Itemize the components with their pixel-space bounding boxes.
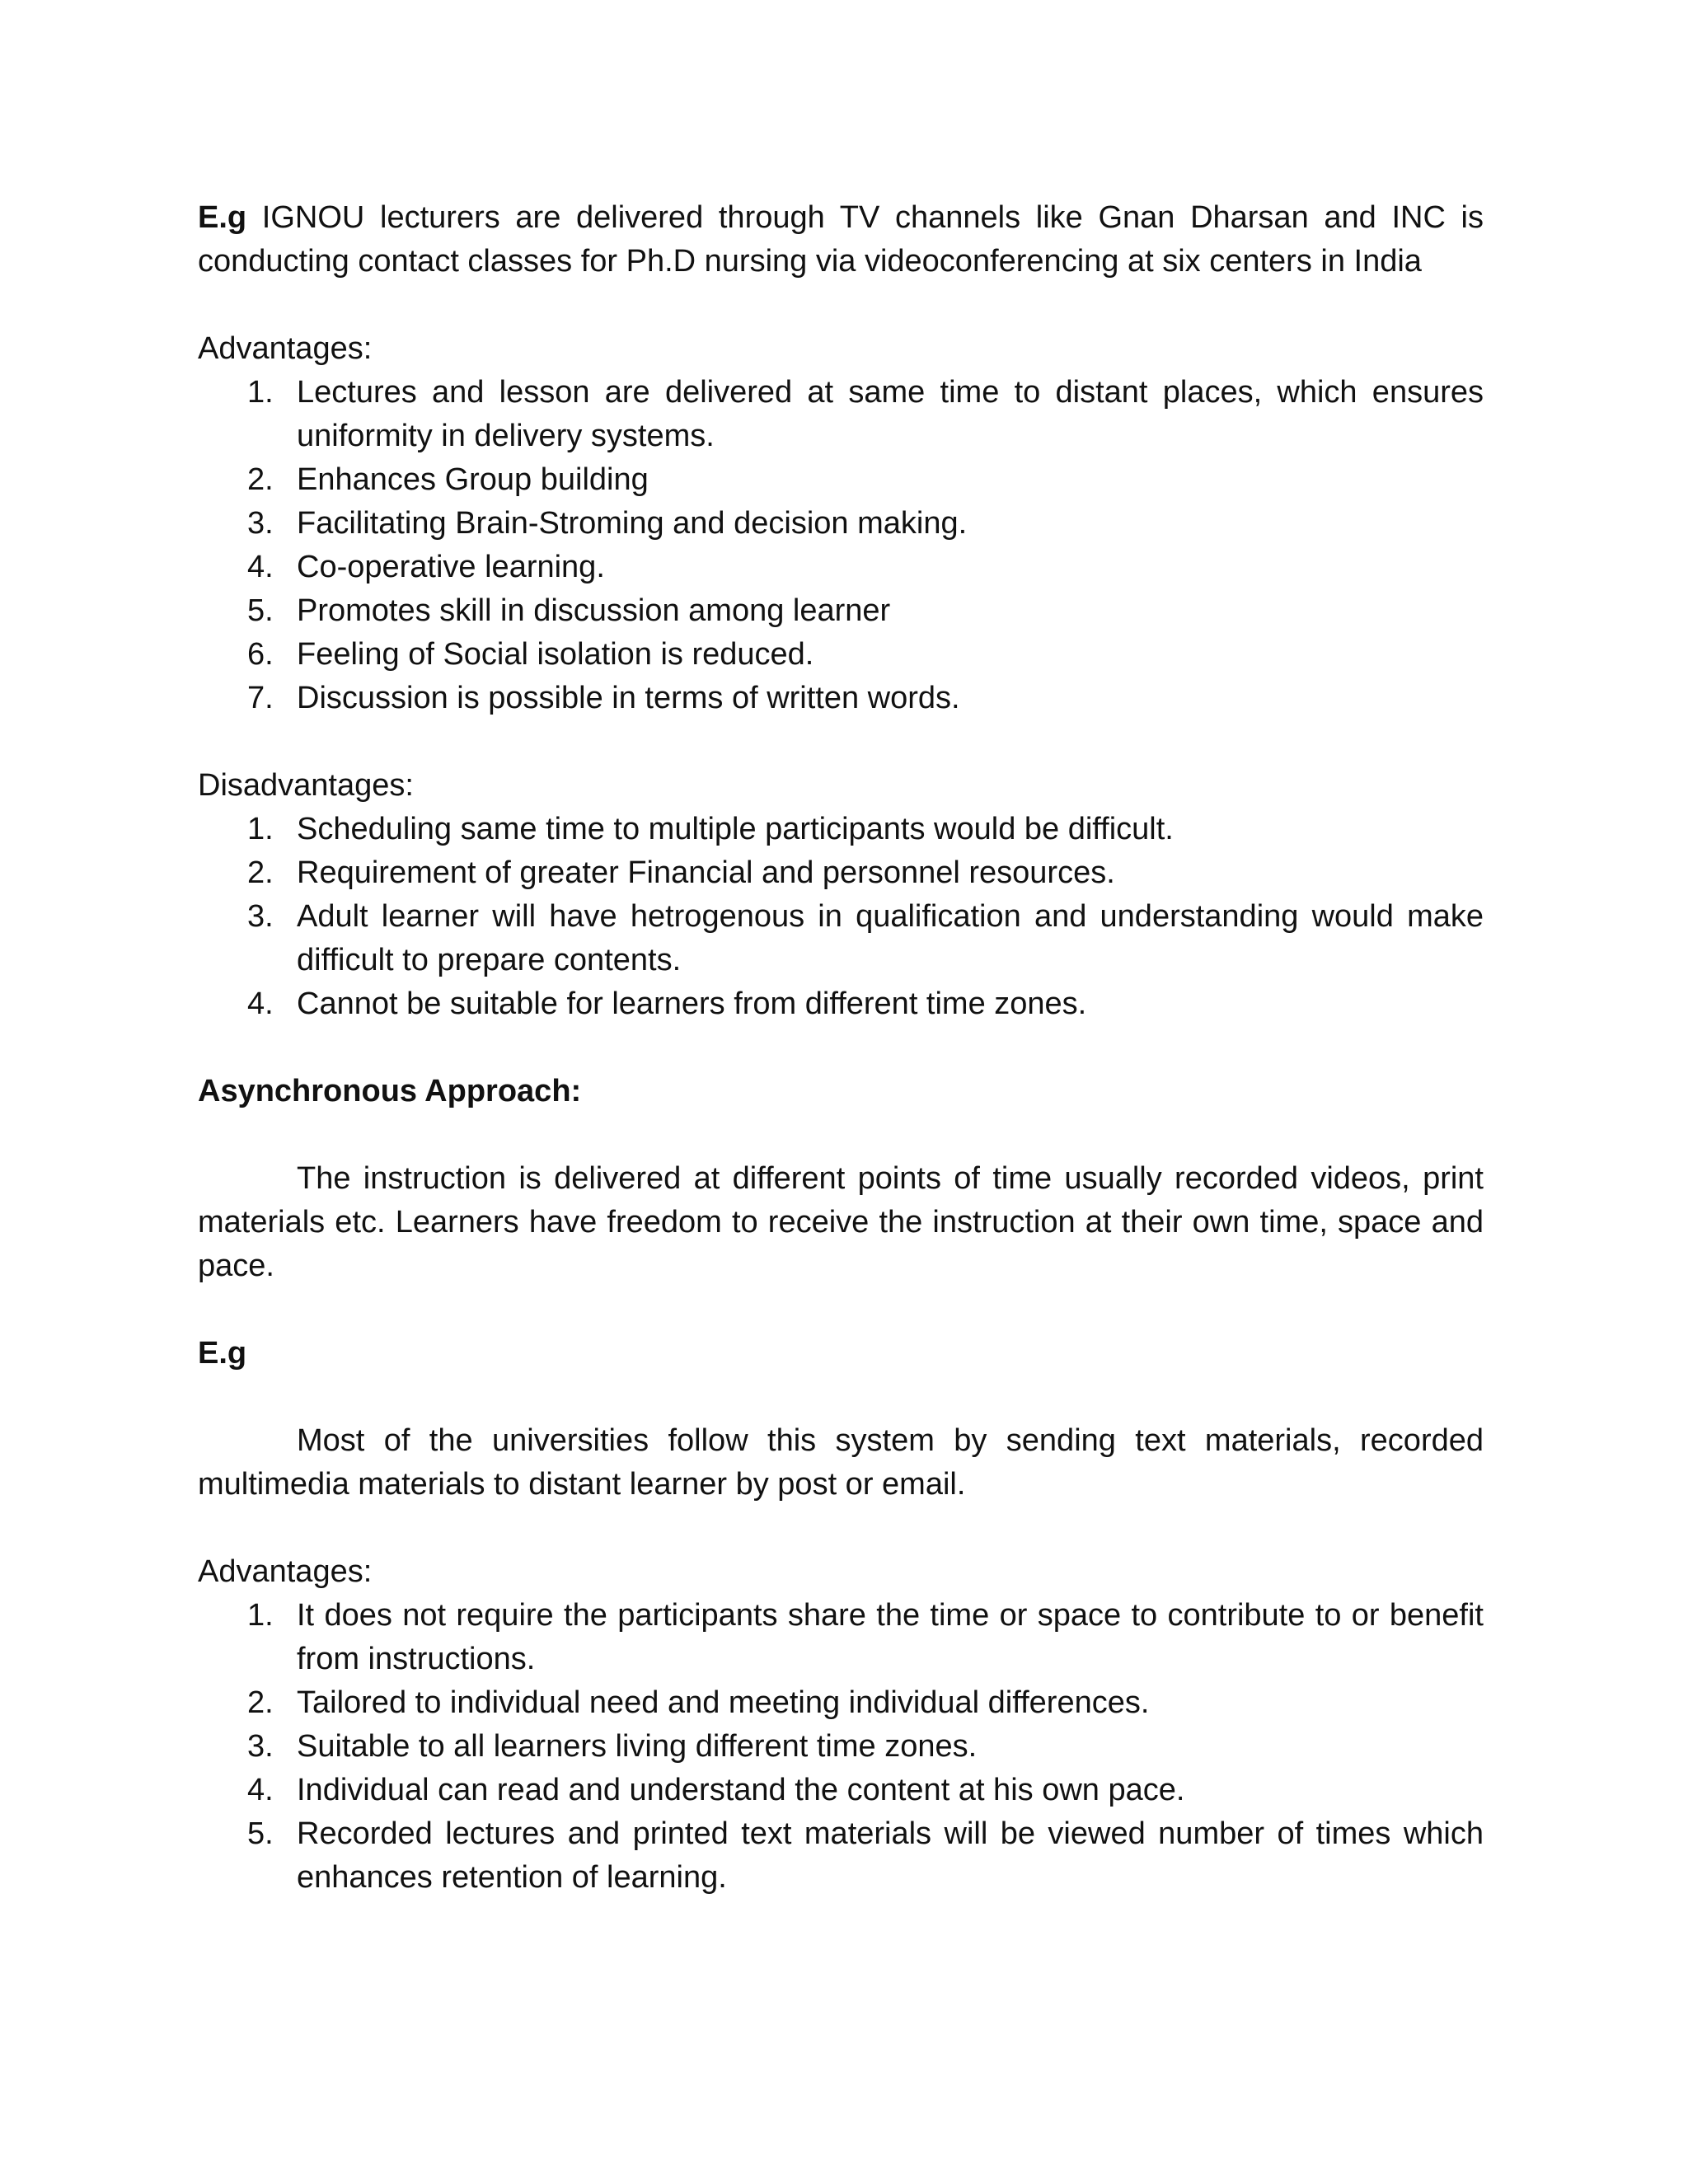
list-item: 4. Cannot be suitable for learners from different time zones.: [247, 987, 1087, 1021]
list-item: 3. Facilitating Brain-Stroming and decision making.: [247, 506, 968, 541]
spacer: [198, 284, 1484, 327]
list-item: 5. Recorded lectures and printed text materials will be viewed number of times which enhances retention of learning.: [247, 1816, 1484, 1895]
sync-advantages-list: [198, 371, 1484, 720]
spacer: [198, 1507, 1484, 1550]
list-item: 4. Co-operative learning.: [247, 550, 605, 584]
sync-advantages-heading: Advantages:: [198, 331, 373, 366]
async-example: Most of the universities follow this system by sending text materials, recorded multimedia materials to distant learner by post or email.: [198, 1423, 1484, 1502]
list-item: 1. Scheduling same time to multiple participants would be difficult.: [247, 812, 1174, 846]
sync-disadvantages-list: [198, 808, 1484, 1026]
intro-eg-label: E.g: [198, 200, 247, 235]
async-description: The instruction is delivered at different points of time usually recorded videos, print materials etc. Learners have freedom to receive the instruction at their own time, space and pace.: [198, 1161, 1484, 1283]
list-item: 2. Enhances Group building: [247, 462, 649, 497]
spacer: [198, 1113, 1484, 1157]
list-item: 2. Requirement of greater Financial and personnel resources.: [247, 855, 1115, 890]
async-advantages-heading: Advantages:: [198, 1554, 373, 1589]
list-item: 7. Discussion is possible in terms of written words.: [247, 681, 960, 715]
list-item: 4. Individual can read and understand the content at his own pace.: [247, 1773, 1185, 1807]
intro-paragraph: [198, 196, 1484, 284]
list-item: 5. Promotes skill in discussion among learner: [247, 593, 891, 628]
list-item: 1. It does not require the participants share the time or space to contribute to or benefit from instructions.: [247, 1598, 1484, 1676]
async-advantages-list: [198, 1594, 1484, 1900]
list-item: 3. Suitable to all learners living different time zones.: [247, 1729, 978, 1764]
spacer: [198, 1288, 1484, 1332]
async-heading: Asynchronous Approach:: [198, 1074, 582, 1108]
spacer: [198, 1026, 1484, 1070]
list-item: 6. Feeling of Social isolation is reduced.: [247, 637, 814, 672]
spacer: [198, 720, 1484, 764]
list-item: 3. Adult learner will have hetrogenous in qualification and understanding would make difficult to prepare contents.: [247, 899, 1484, 977]
sync-disadvantages-heading: Disadvantages:: [198, 768, 414, 803]
document-page: [198, 196, 1484, 1900]
spacer: [198, 1376, 1484, 1419]
list-item: 1. Lectures and lesson are delivered at same time to distant places, which ensures uniformity in delivery systems.: [247, 375, 1484, 453]
async-eg-label: E.g: [198, 1336, 247, 1371]
intro-text: IGNOU lecturers are delivered through TV channels like Gnan Dharsan and INC is conducting contact classes for Ph.D nursing via videoconferencing at six centers in India: [198, 200, 1484, 279]
list-item: 2. Tailored to individual need and meeting individual differences.: [247, 1685, 1150, 1720]
